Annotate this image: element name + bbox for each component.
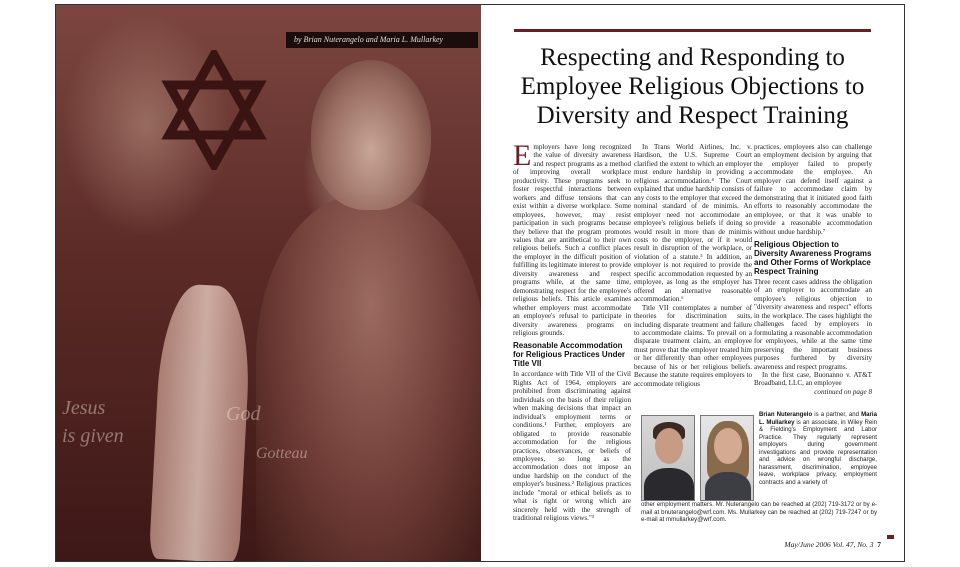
column-1 xyxy=(513,139,631,523)
bio-text: is an associate, in Wiley Rein & Fielding's Employment and Labor Practice. They regularly represent employers during government investigations and provide representation and advice on wrongful discharge, harassment, discrimination, employee leave, workplace privacy, employment contracts and a variety of xyxy=(759,418,877,486)
issue-info: May/June 2006 Vol. 47, No. 3 xyxy=(784,540,874,549)
continued-note: continued on page 8 xyxy=(814,387,872,396)
byline: by Brian Nuterangelo and Maria L. Mullarkey xyxy=(286,32,478,48)
bio-text: is a partner, and xyxy=(812,411,862,418)
body-paragraph: practices, employees also can challenge an employment decision by arguing that the employer failed to properly accommodate the employee. An employer can defend itself against a failure to accommodate claim by demonstrating that it initiated good faith efforts to reasonably accommodate the employee, or that it was unable to provide a reasonable accommodation without undue hardship.⁷ xyxy=(754,143,872,236)
buddha-statue-head xyxy=(311,60,431,210)
body-paragraph: Title VII contemplates a number of theories for discrimination suits, including disparate treatment and failure to accommodate claims. To prevail on a disparate treatment claim, an employee must prove that the employer treated him or her differently than other employees because of his or her religious beliefs. Because the statute requires employers to accommodate religious xyxy=(634,303,752,388)
author-name: Brian Nuterangelo xyxy=(759,411,813,418)
folio-mark xyxy=(887,535,894,539)
author-photo-mullarkey xyxy=(700,415,754,501)
drop-cap: E xyxy=(513,139,532,172)
column-2 xyxy=(634,143,752,388)
photo-script-text: Jesus xyxy=(62,397,106,419)
intro-paragraph: mployers have long recognized the value of diversity awareness and respect programs as a method of improving overall workplace productivity. These programs seek to foster respectful interactions between workers and diffuse tensions that can exist within a diverse workplace. Some employees, however, may resist participation in such programs because they believe that the program promotes values that are antithetical to their own religious beliefs. Such a conflict places the employer in the difficult position of fulfilling its legitimate interest to provide diversity awareness and respect programs while, at the same time, demonstrating respect for the employee's religious beliefs. This article examines whether employers must accommodate an employee's refusal to participate in diversity awareness programs on religious grounds. xyxy=(513,143,631,337)
column-3 xyxy=(754,143,872,396)
cover-photo-collage xyxy=(56,5,481,561)
photo-script-text: Gotteau xyxy=(256,445,308,462)
section-heading: Reasonable Accommodation for Religious Practices Under Title VII xyxy=(513,341,626,369)
star-of-david-icon xyxy=(159,50,269,170)
page-number: 7 xyxy=(877,540,881,549)
buddha-statue-body xyxy=(256,195,481,561)
section-heading: Religious Objection to Diversity Awareness Programs and Other Forms of Workplace Respect Training xyxy=(754,239,872,276)
photo-script-text: is given xyxy=(62,425,124,447)
photo-script-text: God xyxy=(226,403,261,425)
body-paragraph: Three recent cases address the obligation of an employer to accommodate an employee's religious objection to "diversity awareness and respect" efforts in the workplace. The cases highlight the challenges faced by employers in formulating a reasonable accommodation for employees, while at the same time preserving the important business purposes furthered by diversity awareness and respect programs. xyxy=(754,277,872,371)
author-name: Maria L. Mullarkey xyxy=(759,411,877,426)
folio xyxy=(761,540,881,549)
magazine-spread xyxy=(55,4,905,562)
author-photo-nuterangelo xyxy=(641,415,695,501)
body-paragraph: In accordance with Title VII of the Civil Rights Act of 1964, employers are prohibited from discriminating against individuals on the basis of their religion when making decisions that impact an individual's employment terms or conditions.¹ Further, employers are obligated to provide reasonable accommodation for the religious practices, observances, or beliefs of employees, so long as the accommodation does not impose an undue hardship on the conduct of the employer's business.² Religious practices include "moral or ethical beliefs as to what is right or wrong which are sincerely held with the strength of traditional religious views."³ xyxy=(513,370,631,523)
title-rule xyxy=(514,29,871,32)
article-page xyxy=(481,5,904,561)
article-title: Respecting and Responding to Employee Religious Objections to Diversity and Respect Training xyxy=(520,44,865,129)
body-paragraph: In the first case, Buonanno v. AT&T Broadband, LLC, an employee xyxy=(754,370,872,388)
author-bio-continued: other employment matters. Mr. Nuterangelo can be reached at (202) 719-3172 or by e-mail at bnuterangelo@wrf.com. Ms. Mullarkey can be reached at (202) 719-7247 or by e-mail at mmullarkey@wrf.com. xyxy=(641,501,877,523)
author-photos xyxy=(641,415,755,501)
body-paragraph: In Trans World Airlines, Inc. v. Hardison, the U.S. Supreme Court clarified the extent to which an employer must endure hardship in providing a religious accommodation.⁴ The Court explained that undue hardship consists of any costs to the employer that exceed the nominal standard of de minimis. An employer need not accommodate an employee's religious beliefs if doing so would result in more than de minimis costs to the employer, or if it would result in disruption of the workplace, or violation of a statute.⁵ In addition, an employer is not required to provide the specific accommodation requested by an employee, as long as the employer has offered an alternative reasonable accommodation.⁶ xyxy=(634,143,752,304)
author-bio xyxy=(759,411,877,486)
